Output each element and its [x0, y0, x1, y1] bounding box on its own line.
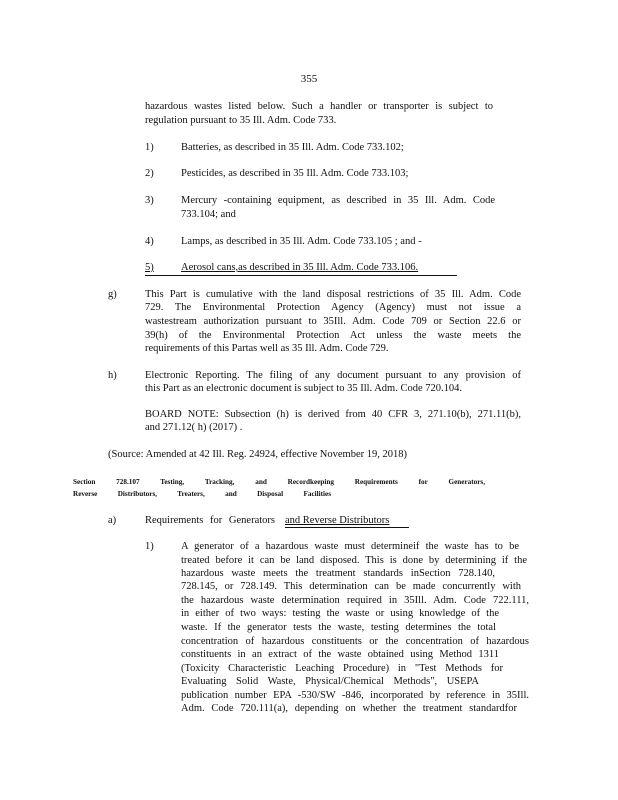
- subsection-g-line: 729. The Environmental Protection Agency (Agency) must not issue a: [145, 302, 521, 313]
- subsection-g-line: This Part is cumulative with the land disposal restrictions of 35 Ill. Adm. Code: [145, 289, 521, 300]
- subsection-g-line: 39(h) of the Environmental Protection Act unless the waste meets the: [145, 330, 521, 341]
- section-heading-line: Reverse Distributors, Treaters, and Disposal Facilities: [73, 490, 331, 498]
- item-1-line: publication number EPA -530/SW -846, incorporated by reference in 35Ill.: [181, 690, 529, 701]
- source-note: (Source: Amended at 42 Ill. Reg. 24924, effective November 19, 2018): [108, 449, 407, 460]
- subsection-label: h): [108, 370, 117, 381]
- subsection-h-line: this Part as an electronic document is subject to 35 Ill. Adm. Code 720.104.: [145, 383, 462, 394]
- item-1-line: waste. If the generator tests the waste, testing determines the total: [181, 622, 496, 633]
- list-item-text: 733.104; and: [181, 209, 236, 220]
- list-item-text: Lamps, as described in 35 Ill. Adm. Code 733.105 ; and -: [181, 236, 422, 247]
- section-heading-line: Section 728.107 Testing, Tracking, and Recordkeeping Requirements for Generators,: [73, 478, 485, 486]
- list-item-number: 5): [145, 262, 154, 273]
- item-1-line: A generator of a hazardous waste must determineif the waste has to be: [181, 541, 519, 552]
- subsection-g-line: requirements of this Partas well as 35 Ill. Adm. Code 729.: [145, 343, 389, 354]
- item-1-line: hazardous waste meets the treatment standards inSection 728.140,: [181, 568, 495, 579]
- subsection-label: g): [108, 289, 117, 300]
- item-1-line: treated before it can be land disposed. This is done by determining if the: [181, 555, 527, 566]
- board-note-line: BOARD NOTE: Subsection (h) is derived from 40 CFR 3, 271.10(b), 271.11(b),: [145, 409, 521, 420]
- item-1-line: concentration of hazardous constituents or the concentration of hazardous: [181, 636, 529, 647]
- item-1-line: the hazardous waste determination required in 35Ill. Adm. Code 722.111,: [181, 595, 529, 606]
- item-1-line: (Toxicity Characteristic Leaching Procedure) in "Test Methods for: [181, 663, 503, 674]
- intro-line: regulation pursuant to 35 Ill. Adm. Code 733.: [145, 115, 337, 126]
- subsection-g-line: wastestream authorization pursuant to 35Ill. Adm. Code 709 or Section 22.6 or: [145, 316, 521, 327]
- insertion-underline: [285, 527, 409, 528]
- list-item-number: 1): [145, 142, 154, 153]
- list-item-number: 3): [145, 195, 154, 206]
- item-1-line: Adm. Code 720.111(a), depending on whether the treatment standardfor: [181, 703, 517, 714]
- item-1-line: 728.145, or 728.149. This determination can be made concurrently with: [181, 581, 521, 592]
- insertion-underline: [145, 275, 457, 276]
- list-item-number: 2): [145, 168, 154, 179]
- item-number: 1): [145, 541, 154, 552]
- item-1-line: Evaluating Solid Waste, Physical/Chemical Methods", USEPA: [181, 676, 479, 687]
- subsection-h-line: Electronic Reporting. The filing of any document pursuant to any provision of: [145, 370, 521, 381]
- item-1-line: constituents in an extract of the waste obtained using Method 1311: [181, 649, 499, 660]
- list-item-text: Batteries, as described in 35 Ill. Adm. Code 733.102;: [181, 142, 404, 153]
- list-item-number: 4): [145, 236, 154, 247]
- list-item-text-inserted: Aerosol cans,as described in 35 Ill. Adm. Code 733.106.: [181, 262, 419, 273]
- list-item-text: Mercury -containing equipment, as described in 35 Ill. Adm. Code: [181, 195, 495, 206]
- subsection-label: a): [108, 515, 117, 526]
- board-note-line: and 271.12( h) (2017) .: [145, 422, 243, 433]
- item-1-line: in either of two ways: testing the waste or using knowledge of the: [181, 608, 499, 619]
- subsection-a-inserted: and Reverse Distributors: [285, 515, 390, 526]
- subsection-a-heading: Requirements for Generators: [145, 515, 275, 526]
- intro-line: hazardous wastes listed below. Such a handler or transporter is subject to: [145, 101, 493, 112]
- page-number: 355: [300, 73, 318, 85]
- list-item-text: Pesticides, as described in 35 Ill. Adm. Code 733.103;: [181, 168, 409, 179]
